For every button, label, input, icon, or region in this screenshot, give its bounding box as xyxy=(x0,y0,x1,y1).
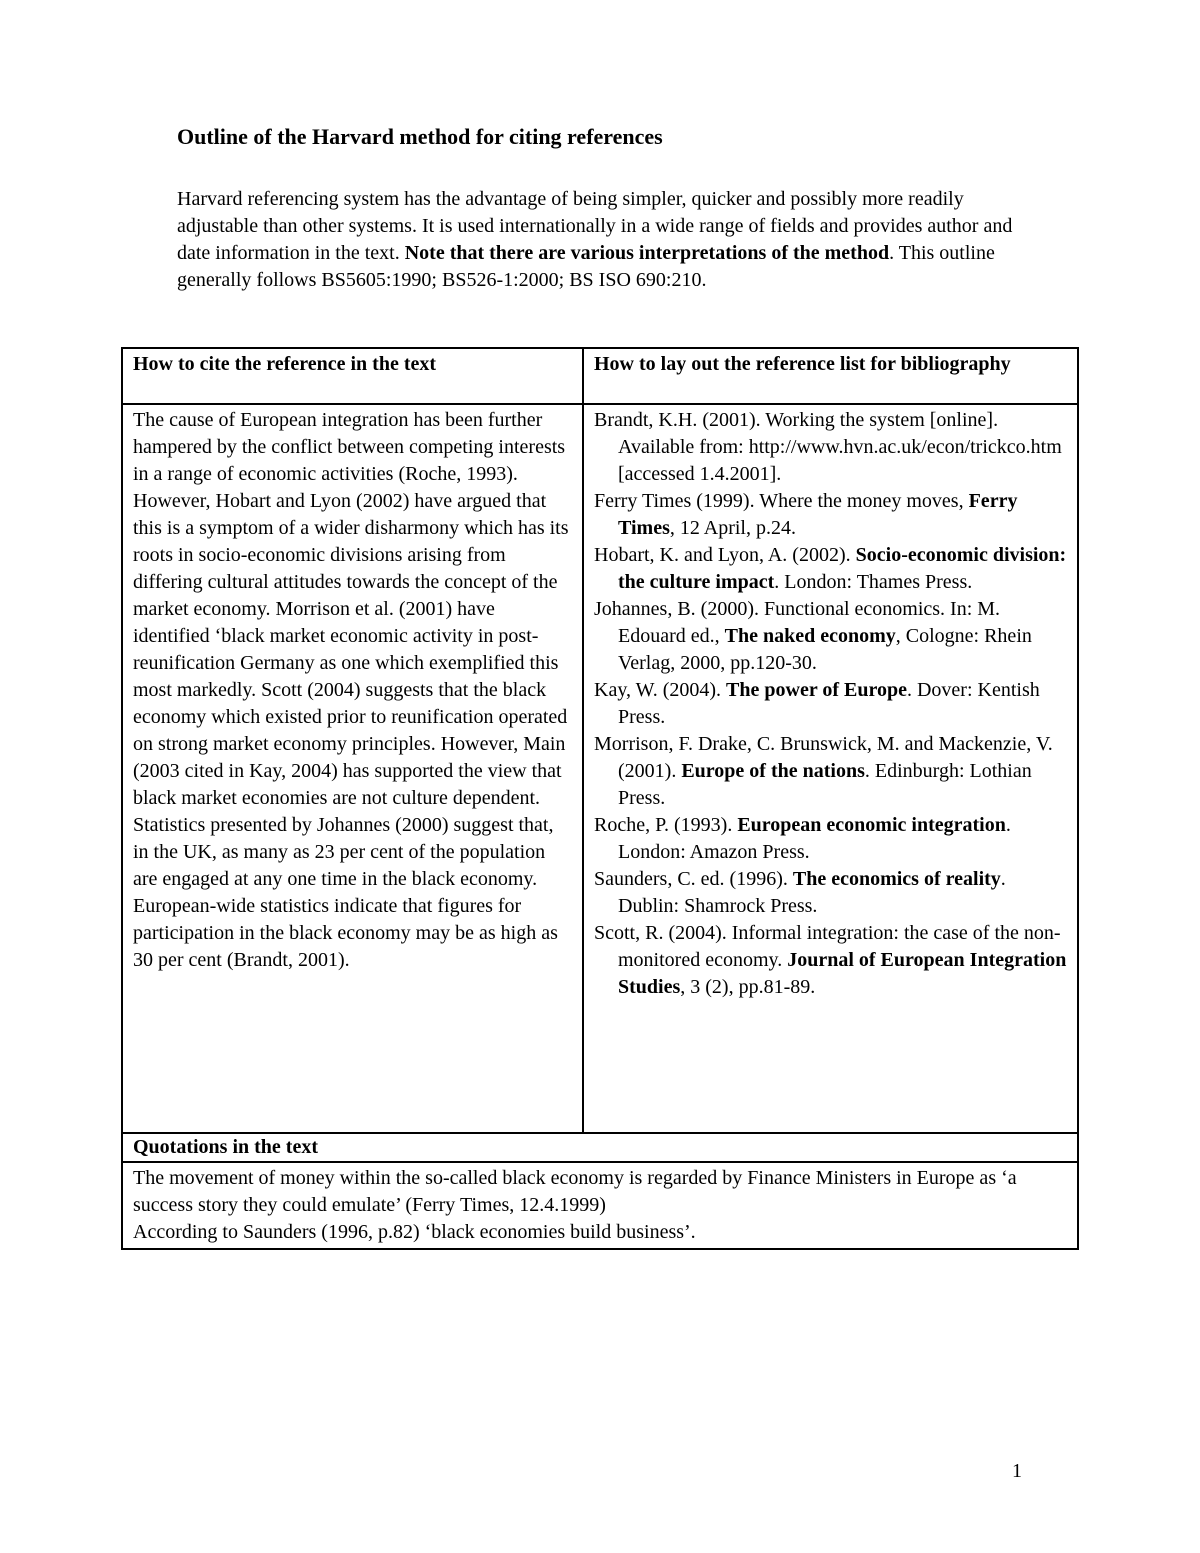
reference-entry xyxy=(594,677,1067,731)
reference-title: European economic integration xyxy=(737,814,1006,836)
reference-text: Saunders, C. ed. (1996). xyxy=(594,868,793,890)
reference-details: , Cologne: Rhein Verlag, 2000, pp.120-30. xyxy=(618,625,1032,674)
reference-text: Scott, R. (2004). Informal integration: the case of the non-monitored economy. xyxy=(594,922,1061,971)
reference-details: . Dublin: Shamrock Press. xyxy=(618,868,1006,917)
intro-paragraph xyxy=(177,186,1017,294)
quotations-header: Quotations in the text xyxy=(122,1133,1078,1162)
reference-title: Journal of European Integration Studies xyxy=(618,949,1067,998)
intro-bold-note: Note that there are various interpretations of the method xyxy=(404,242,890,264)
reference-title: Europe of the nations xyxy=(681,760,865,782)
reference-title: Ferry Times xyxy=(618,490,1018,539)
reference-details: . London: Amazon Press. xyxy=(618,814,1011,863)
reference-details: . Dover: Kentish Press. xyxy=(618,679,1040,728)
reference-text: Brandt, K.H. (2001). Working the system [online]. Available from: http://www.hvn.ac.uk/econ/trickco.htm [accessed 1.4.2001]. xyxy=(594,409,1062,485)
reference-entry xyxy=(594,488,1067,542)
quotation-line: The movement of money within the so-called black economy is regarded by Finance Ministers in Europe as ‘a success story they could emulate’ (Ferry Times, 12.4.1999) xyxy=(133,1167,1017,1216)
reference-text: Johannes, B. (2000). Functional economics. In: M. Edouard ed., xyxy=(594,598,1001,647)
table-header-row xyxy=(122,348,1078,404)
reference-entry xyxy=(594,596,1067,677)
reference-title: The economics of reality xyxy=(792,868,1001,890)
reference-entry xyxy=(594,920,1067,1001)
reference-table xyxy=(121,347,1079,1250)
quotations-body-row xyxy=(122,1162,1078,1249)
reference-list-cell xyxy=(583,404,1078,1133)
reference-entry xyxy=(594,542,1067,596)
table-body-row xyxy=(122,404,1078,1133)
example-text-cell: The cause of European integration has been further hampered by the conflict between competing interests in a range of economic activities (Roche, 1993). However, Hobart and Lyon (2002) have argued that this is a symptom of a wider disharmony which has its roots in socio-economic divisions arising from differing cultural attitudes towards the concept of the market economy. Morrison et al. (2001) have identified ‘black market economic activity in post-reunification Germany as one which exemplified this most markedly. Scott (2004) suggests that the black economy which existed prior to reunification operated on strong market economy principles. However, Main (2003 cited in Kay, 2004) has supported the view that black market economies are not culture dependent. Statistics presented by Johannes (2000) suggest that, in the UK, as many as 23 per cent of the population are engaged at any one time in the black economy. European-wide statistics indicate that figures for participation in the black economy may be as high as 30 per cent (Brandt, 2001). xyxy=(122,404,583,1133)
reference-details: . London: Thames Press. xyxy=(774,571,973,593)
reference-title: The power of Europe xyxy=(726,679,907,701)
reference-text: Ferry Times (1999). Where the money moves, xyxy=(594,490,969,512)
intro-text-end: . This outline generally follows BS5605:1990; BS526-1:2000; BS ISO 690:210. xyxy=(177,242,995,291)
reference-title: Socio-economic division: the culture impact xyxy=(618,544,1067,593)
reference-title: The naked economy xyxy=(724,625,896,647)
quotations-header-row xyxy=(122,1133,1078,1162)
page-title: Outline of the Harvard method for citing references xyxy=(177,124,663,149)
header-reference-list: How to lay out the reference list for bibliography xyxy=(583,348,1078,404)
quotations-cell xyxy=(122,1162,1078,1249)
reference-text: Roche, P. (1993). xyxy=(594,814,738,836)
reference-details: . Edinburgh: Lothian Press. xyxy=(618,760,1032,809)
reference-details: , 3 (2), pp.81-89. xyxy=(680,976,816,998)
reference-text: Hobart, K. and Lyon, A. (2002). xyxy=(594,544,856,566)
reference-entry xyxy=(594,731,1067,812)
page-number: 1 xyxy=(1012,1460,1022,1482)
reference-details: , 12 April, p.24. xyxy=(669,517,796,539)
reference-text: Morrison, F. Drake, C. Brunswick, M. and Mackenzie, V. (2001). xyxy=(594,733,1053,782)
reference-entry xyxy=(594,866,1067,920)
header-cite-in-text: How to cite the reference in the text xyxy=(122,348,583,404)
reference-text: Kay, W. (2004). xyxy=(594,679,727,701)
reference-entry xyxy=(594,812,1067,866)
quotation-line: According to Saunders (1996, p.82) ‘black economies build business’. xyxy=(133,1221,696,1243)
intro-text-start: Harvard referencing system has the advantage of being simpler, quicker and possibly more readily adjustable than other systems. It is used internationally in a wide range of fields and provides author and date information in the text. xyxy=(177,188,1013,264)
reference-entry xyxy=(594,407,1067,488)
